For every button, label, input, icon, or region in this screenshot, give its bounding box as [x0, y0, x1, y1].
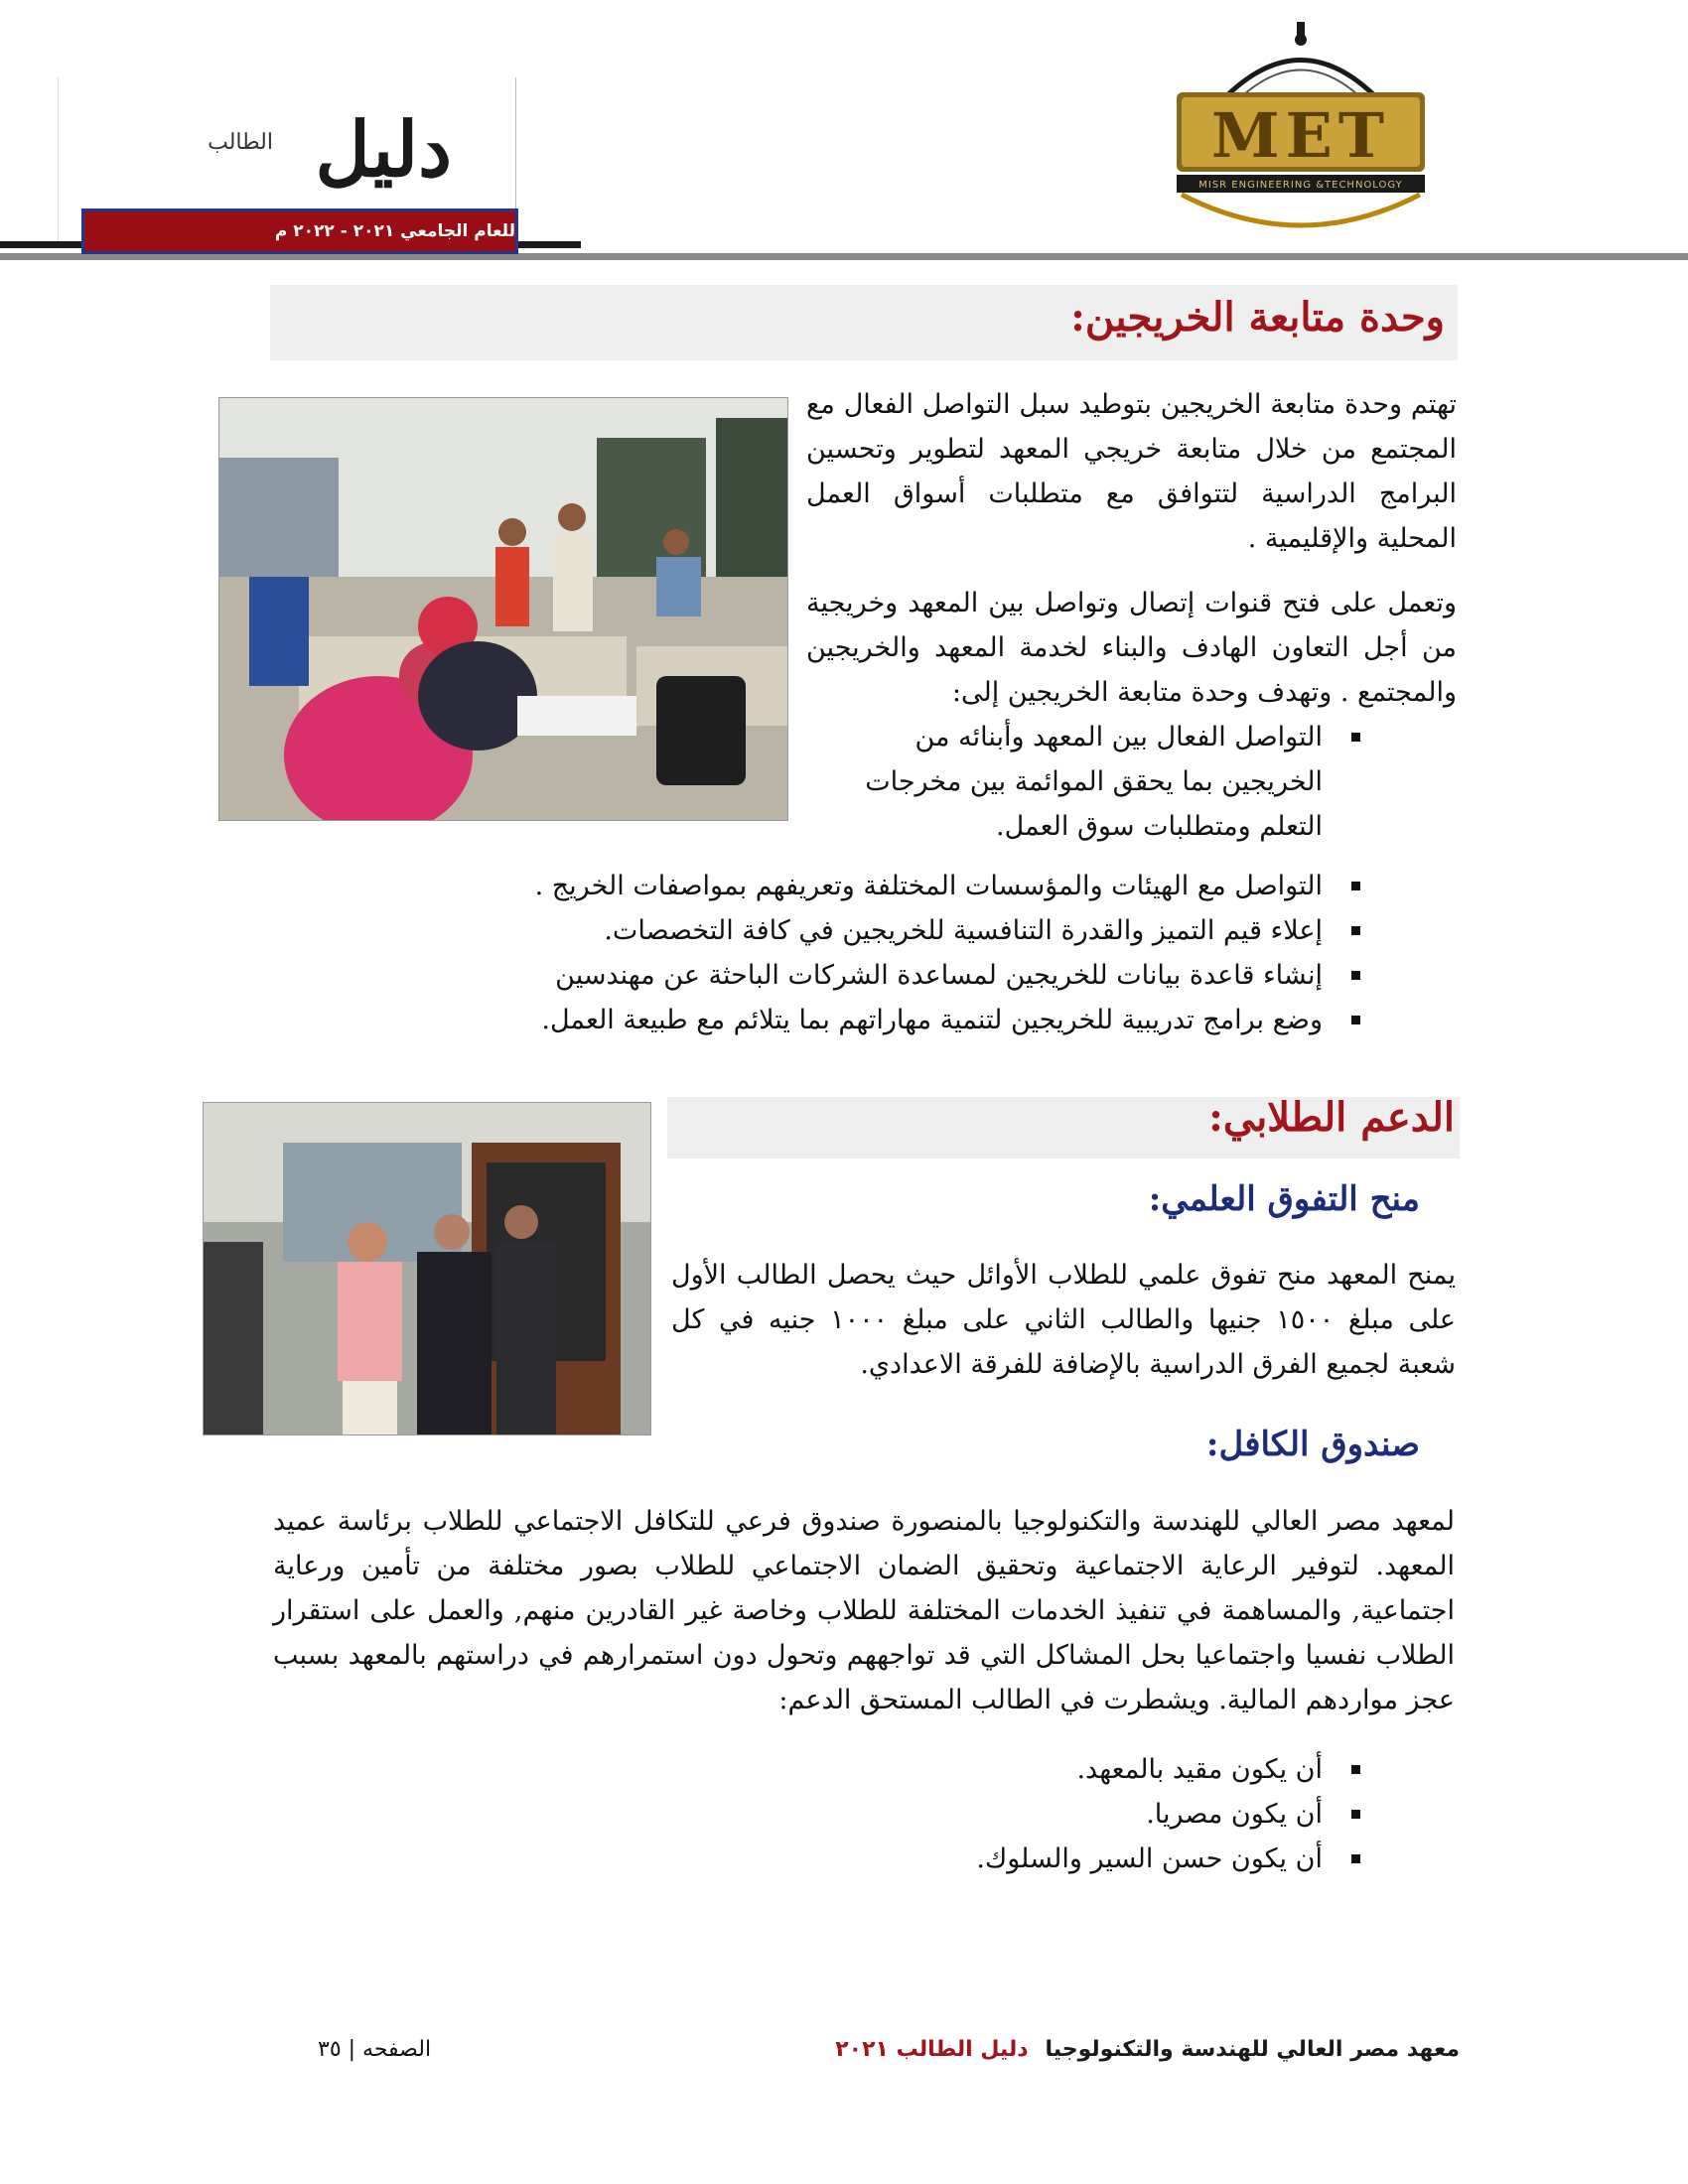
list-item: أن يكون مقيد بالمعهد. — [695, 1747, 1323, 1792]
footer-separator: | — [341, 2037, 356, 2062]
guide-title-text: دليل — [315, 105, 452, 194]
excellence-grants-heading: منح التفوق العلمي: — [1148, 1179, 1420, 1219]
graduates-office-photo — [218, 397, 788, 821]
list-item: أن يكون حسن السير والسلوك. — [695, 1837, 1323, 1881]
student-support-photo — [203, 1102, 651, 1435]
student-guide-logo — [179, 94, 457, 204]
logo-letters: MET — [1210, 99, 1391, 172]
footer-page-label: الصفحه — [362, 2037, 432, 2062]
list-item: إعلاء قيم التميز والقدرة التنافسية للخريجين في كافة التخصصات. — [427, 908, 1323, 953]
guide-subtitle-text: الطالب — [208, 130, 273, 155]
logo-subtitle: MISR ENGINEERING &TECHNOLOGY — [1198, 180, 1403, 191]
support-heading: الدعم الطلابي: — [1208, 1094, 1455, 1141]
solidarity-fund-text: لمعهد مصر العالي للهندسة والتكنولوجيا بالمنصورة صندوق فرعي للتكافل الاجتماعي للطلاب برئاسة عميد المعهد. لتوفير الرعاية الاجتماعية وتحقيق الضمان الاجتماعي للطلاب بصور مختلفة من تأمين ورعاية اجتماعية, والمساهمة في تنفيذ الخدمات المختلفة للطلاب وخاصة غير القادرين منهم, والعمل على استقرار الطلاب نفسيا واجتماعيا بحل المشاكل التي قد تواجههم وتحول دون استمرارهم في دراستهم بالمعهد بسبب عجز مواردهم المالية. ويشطرت في الطالب المستحق الدعم: — [273, 1506, 1455, 1715]
academic-year-banner — [81, 208, 518, 254]
header-divider — [0, 253, 1688, 260]
footer-page-number: ٣٥ — [318, 2037, 342, 2062]
excellence-grants-text: يمنح المعهد منح تفوق علمي للطلاب الأوائل حيث يحصل الطالب الأول على مبلغ ١٥٠٠ جنيها والطالب الثاني على مبلغ ١٠٠٠ جنيه في كل شعبة لجميع الفرق الدراسية بالإضافة للفرقة الاعدادي. — [671, 1260, 1456, 1380]
list-item: التواصل مع الهيئات والمؤسسات المختلفة وتعريفهم بمواصفات الخريج . — [427, 864, 1323, 908]
footer-institute: معهد مصر العالي للهندسة والتكنولوجيا — [1045, 2037, 1460, 2062]
graduates-paragraph-2: وتعمل على فتح قنوات إتصال وتواصل بين المعهد وخريجية من أجل التعاون الهادف والبناء لخدمة المعهد والخريجين والمجتمع . وتهدف وحدة متابعة الخريجين إلى: — [806, 588, 1457, 708]
list-item: وضع برامج تدريبية للخريجين لتنمية مهاراتهم بما يتلائم مع طبيعة العمل. — [427, 998, 1323, 1042]
academic-year-text: للعام الجامعي ٢٠٢١ - ٢٠٢٢ م — [274, 221, 515, 241]
page-footer — [318, 2037, 1460, 2077]
graduates-goals-list — [427, 864, 1362, 1042]
list-item: إنشاء قاعدة بيانات للخريجين لمساعدة الشركات الباحثة عن مهندسين — [427, 953, 1323, 998]
graduates-paragraph-1: تهتم وحدة متابعة الخريجين بتوطيد سبل التواصل الفعال مع المجتمع من خلال متابعة خريجي المعهد لتطوير وتحسين البرامج الدراسية لتتوافق مع متطلبات أسواق العمل المحلية والإقليمية . — [806, 389, 1457, 554]
graduates-goals-list-wide — [806, 715, 1362, 849]
solidarity-fund-heading: صندوق الكافل: — [1205, 1425, 1420, 1464]
fund-eligibility-list — [695, 1747, 1362, 1881]
met-logo — [1152, 18, 1450, 231]
list-item: أن يكون مصريا. — [695, 1792, 1323, 1837]
footer-guide: دليل الطالب ٢٠٢١ — [835, 2037, 1029, 2062]
footer-page — [318, 2037, 431, 2062]
graduates-heading: وحدة متابعة الخريجين: — [1070, 294, 1445, 341]
list-item: التواصل الفعال بين المعهد وأبنائه من الخريجين بما يحقق الموائمة بين مخرجات التعلم ومتطلبات سوق العمل. — [806, 715, 1323, 849]
